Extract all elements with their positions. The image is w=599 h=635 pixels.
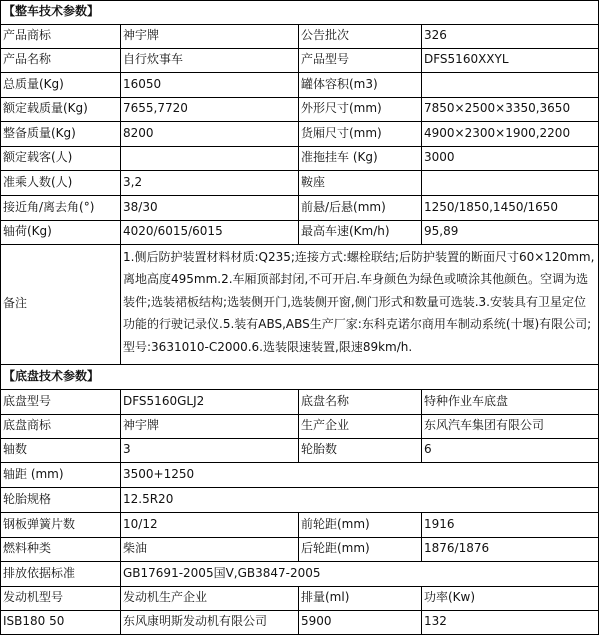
- vehicle-row-8-col2: 最高车速(Km/h): [298, 220, 422, 245]
- chassis-row-0-col0: 底盘型号: [0, 389, 121, 415]
- vehicle-row-3-col0: 额定载质量(Kg): [0, 97, 121, 122]
- vehicle-row-1-col0: 产品名称: [0, 48, 121, 73]
- engine-row-col2: 5900: [298, 610, 422, 635]
- vehicle-row-5-col0: 额定载客(人): [0, 146, 121, 171]
- engine-header-col1: 发动机生产企业: [120, 586, 299, 611]
- vehicle-row-5-col1: [120, 146, 299, 171]
- emission-value: GB17691-2005国Ⅴ,GB3847-2005: [120, 561, 599, 587]
- engine-row-col3: 132: [421, 610, 599, 635]
- vehicle-row-7-col3: 1250/1850,1450/1650: [421, 195, 599, 221]
- vehicle-section-title: 【整车技术参数】: [0, 0, 599, 25]
- vehicle-row-4-col2: 货厢尺寸(mm): [298, 121, 422, 147]
- chassis-row-2-col1: 3: [120, 438, 299, 463]
- chassis-row-b-0-col2: 前轮距(mm): [298, 512, 422, 538]
- vehicle-row-0-col2: 公告批次: [298, 24, 422, 49]
- vehicle-row-1-col3: DFS5160XXYL: [421, 48, 599, 73]
- chassis-row-2-col0: 轴数: [0, 438, 121, 463]
- chassis-row-b-1-col1: 柴油: [120, 537, 299, 562]
- vehicle-row-2-col1: 16050: [120, 72, 299, 98]
- vehicle-row-0-col0: 产品商标: [0, 24, 121, 49]
- vehicle-row-8-col0: 轴荷(Kg): [0, 220, 121, 245]
- vehicle-row-6-col0: 准乘人数(人): [0, 170, 121, 196]
- vehicle-row-4-col1: 8200: [120, 121, 299, 147]
- remarks-label: 备注: [0, 244, 121, 365]
- vehicle-row-2-col3: [421, 72, 599, 98]
- chassis-row-1-col3: 东风汽车集团有限公司: [421, 414, 599, 439]
- chassis-row-1-col2: 生产企业: [298, 414, 422, 439]
- chassis-row-1-col0: 底盘商标: [0, 414, 121, 439]
- vehicle-row-2-col0: 总质量(Kg): [0, 72, 121, 98]
- chassis-row-b-0-col3: 1916: [421, 512, 599, 538]
- chassis-wide-row-1-label: 轮胎规格: [0, 487, 121, 513]
- vehicle-row-3-col3: 7850×2500×3350,3650: [421, 97, 599, 122]
- chassis-row-b-1-col2: 后轮距(mm): [298, 537, 422, 562]
- vehicle-row-7-col0: 接近角/离去角(°): [0, 195, 121, 221]
- chassis-wide-row-0-label: 轴距 (mm): [0, 462, 121, 488]
- chassis-row-1-col1: 神宇牌: [120, 414, 299, 439]
- vehicle-row-4-col3: 4900×2300×1900,2200: [421, 121, 599, 147]
- vehicle-row-6-col1: 3,2: [120, 170, 299, 196]
- emission-label: 排放依据标准: [0, 561, 121, 587]
- chassis-wide-row-0-value: 3500+1250: [120, 462, 599, 488]
- vehicle-row-6-col2: 鞍座: [298, 170, 422, 196]
- remarks-text: 1.侧后防护装置材料材质:Q235;连接方式:螺栓联结;后防护装置的断面尺寸60×120mm,离地高度495mm.2.车厢顶部封闭,不可开启.车身颜色为绿色或喷涂其他颜色。空调为选装件;选装裙板结构;选装侧开门,选装侧开窗,侧门形式和数量可选装.3.安装具有卫星定位功能的行驶记录仪.5.装有ABS,ABS生产厂家:东科克诺尔商用车制动系统(十堰)有限公司;型号:3631010-C2000.6.选装限速装置,限速89km/h.: [120, 244, 599, 365]
- engine-row-col1: 东风康明斯发动机有限公司: [120, 610, 299, 635]
- chassis-row-b-1-col3: 1876/1876: [421, 537, 599, 562]
- chassis-row-b-0-col0: 钢板弹簧片数: [0, 512, 121, 538]
- vehicle-row-6-col3: [421, 170, 599, 196]
- vehicle-row-7-col2: 前悬/后悬(mm): [298, 195, 422, 221]
- vehicle-row-3-col1: 7655,7720: [120, 97, 299, 122]
- vehicle-row-5-col2: 准拖挂车 (Kg): [298, 146, 422, 171]
- chassis-section-title: 【底盘技术参数】: [0, 364, 599, 390]
- vehicle-row-4-col0: 整备质量(Kg): [0, 121, 121, 147]
- vehicle-row-8-col1: 4020/6015/6015: [120, 220, 299, 245]
- engine-header-col3: 功率(Kw): [421, 586, 599, 611]
- chassis-row-b-1-col0: 燃料种类: [0, 537, 121, 562]
- chassis-wide-row-1-value: 12.5R20: [120, 487, 599, 513]
- vehicle-row-1-col1: 自行炊事车: [120, 48, 299, 73]
- vehicle-row-0-col3: 326: [421, 24, 599, 49]
- vehicle-row-0-col1: 神宇牌: [120, 24, 299, 49]
- engine-header-col0: 发动机型号: [0, 586, 121, 611]
- vehicle-row-1-col2: 产品型号: [298, 48, 422, 73]
- chassis-row-0-col3: 特种作业车底盘: [421, 389, 599, 415]
- vehicle-row-5-col3: 3000: [421, 146, 599, 171]
- engine-header-col2: 排量(ml): [298, 586, 422, 611]
- chassis-row-0-col1: DFS5160GLJ2: [120, 389, 299, 415]
- chassis-row-0-col2: 底盘名称: [298, 389, 422, 415]
- chassis-row-b-0-col1: 10/12: [120, 512, 299, 538]
- chassis-row-2-col3: 6: [421, 438, 599, 463]
- engine-row-col0: ISB180 50: [0, 610, 121, 635]
- vehicle-row-2-col2: 罐体容积(m3): [298, 72, 422, 98]
- vehicle-row-3-col2: 外形尺寸(mm): [298, 97, 422, 122]
- vehicle-row-7-col1: 38/30: [120, 195, 299, 221]
- vehicle-row-8-col3: 95,89: [421, 220, 599, 245]
- chassis-row-2-col2: 轮胎数: [298, 438, 422, 463]
